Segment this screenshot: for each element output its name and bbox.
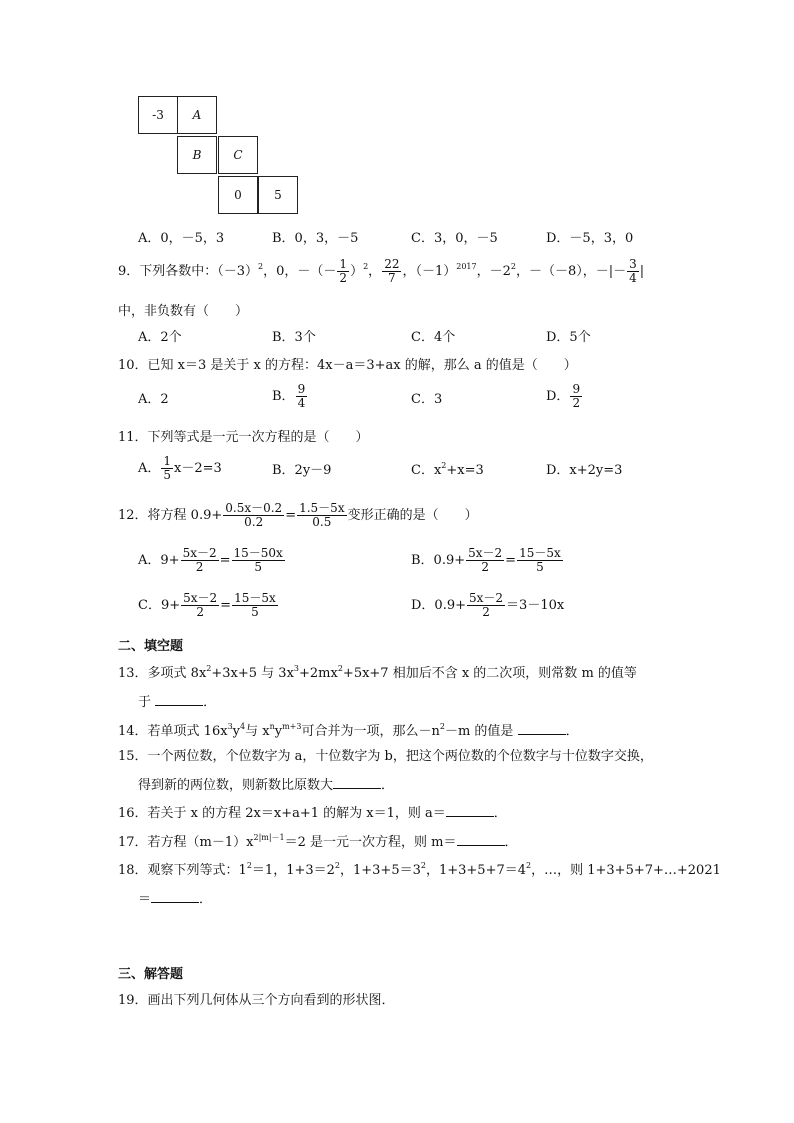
numerator: 1 <box>339 257 348 271</box>
q14-text: y <box>232 724 241 739</box>
numerator: 1 <box>163 454 172 468</box>
q10-option-b <box>272 383 308 410</box>
denominator: 0.2 <box>244 515 264 530</box>
q9-stem-line2: 中，非负数有（ ） <box>118 304 249 319</box>
section-heading-fill-in: 二、填空题 <box>118 639 184 654</box>
numerator: 15－5x <box>234 591 276 605</box>
denominator: 2 <box>196 605 204 620</box>
net-cell-value: -3 <box>152 108 164 122</box>
q9-text: ， <box>368 264 382 280</box>
answer-blank[interactable] <box>457 834 505 846</box>
fraction <box>161 455 173 482</box>
option-text: C．9+ <box>138 598 181 614</box>
q8-option-c: C．3，0，－5 <box>411 231 498 246</box>
denominator: 5 <box>251 605 259 620</box>
fraction <box>570 383 582 410</box>
q12-option-d <box>411 592 564 619</box>
fraction <box>223 502 284 529</box>
equals-sign: = <box>219 553 231 569</box>
fraction <box>382 258 401 285</box>
net-cell <box>218 176 258 214</box>
denominator: 2 <box>572 396 581 411</box>
superscript: 2 <box>363 262 369 272</box>
q12-option-b <box>411 547 564 574</box>
numerator: 5x－2 <box>469 591 504 605</box>
answer-blank[interactable] <box>151 891 199 903</box>
q14-text: 与 x <box>245 724 270 739</box>
answer-blank[interactable] <box>333 777 381 789</box>
superscript: 2|m|－1 <box>253 833 285 842</box>
q13-text: 于 <box>138 695 152 710</box>
net-cell <box>218 136 258 174</box>
q9-text: 9．下列各数中：（－3） <box>118 264 259 280</box>
q18-line2 <box>138 891 212 906</box>
q18-text: ＝ <box>138 892 152 907</box>
net-cell-value: 0 <box>234 188 242 202</box>
option-text: D．0.9+ <box>411 598 466 614</box>
q18-text: 18．观察下列等式：1 <box>118 863 247 878</box>
denominator: 5 <box>254 560 262 575</box>
q10-option-a: A．2 <box>138 392 169 407</box>
q9-option-c: C．4个 <box>411 330 456 345</box>
option-text: +x=3 <box>446 463 484 478</box>
option-text: C．x <box>411 463 442 478</box>
denominator: 5 <box>536 560 544 575</box>
q18-text: ． <box>199 892 213 907</box>
option-text: B．0.9+ <box>411 553 466 569</box>
superscript: 2017 <box>456 262 477 272</box>
denominator: 2 <box>195 560 204 575</box>
q14-text: 14．若单项式 16x <box>118 724 228 739</box>
equals-sign: = <box>220 598 232 614</box>
q15-line2 <box>138 777 394 792</box>
q15-text: 得到新的两位数，则新数比原数大 <box>138 778 334 793</box>
q9-text: | <box>639 264 645 280</box>
q13-text: 13．多项式 8x <box>118 666 207 681</box>
denominator: 4 <box>629 271 637 286</box>
q15-line1: 15．一个两位数，个位数字为 a，十位数字为 b，把这个两位数的个位数字与十位数字交换， <box>118 749 653 764</box>
fraction <box>466 547 504 574</box>
q10-option-c: C．3 <box>411 392 443 407</box>
q9-text: ，（－1） <box>402 264 457 280</box>
numerator: 9 <box>572 382 581 396</box>
option-label: D． <box>546 389 570 405</box>
q12-stem <box>118 502 478 529</box>
numerator: 9 <box>297 382 306 396</box>
option-label: A． <box>138 461 161 477</box>
denominator: 4 <box>297 396 306 411</box>
q18-text: ＝1，1+3＝2 <box>251 863 335 878</box>
denominator: 2 <box>482 605 490 620</box>
fraction <box>232 592 278 619</box>
q18-text: ，…，则 1+3+5+7+…+2021 <box>531 863 721 878</box>
answer-blank[interactable] <box>446 805 494 817</box>
q13-text: ． <box>203 695 217 710</box>
equals-sign: = <box>285 508 297 524</box>
q17 <box>118 834 518 849</box>
section-heading-solutions: 三、解答题 <box>118 967 184 982</box>
q11-option-c: C．$x^2+x=3$ <box>411 461 484 478</box>
q11-option-d: D．x+2y=3 <box>546 463 623 478</box>
q11-option-a <box>138 455 222 482</box>
numerator: 22 <box>384 257 400 271</box>
q13-text: +2mx <box>299 666 338 681</box>
q19: 19．画出下列几何体从三个方向看到的形状图． <box>118 993 395 1008</box>
numerator: 3 <box>629 257 637 271</box>
q9-text: ，－2 <box>476 264 511 280</box>
fraction <box>297 502 347 529</box>
numerator: 15－5x <box>519 546 561 560</box>
fraction <box>627 258 639 285</box>
net-cell-value: B <box>192 148 202 162</box>
numerator: 5x－2 <box>182 546 217 560</box>
answer-blank[interactable] <box>155 694 203 706</box>
numerator: 5x－2 <box>183 591 218 605</box>
option-text: ＝3－10x <box>506 598 565 614</box>
q17-text: 17．若方程（m－1）x <box>118 835 254 850</box>
denominator: 5 <box>163 468 172 483</box>
numerator: 5x－2 <box>468 546 503 560</box>
q9-stem <box>118 258 644 285</box>
net-cell <box>138 96 178 134</box>
denominator: 7 <box>388 271 396 286</box>
q17-text: ＝2 是一元一次方程，则 m＝ <box>284 835 457 850</box>
net-cell-value: A <box>192 108 202 122</box>
q12-text: 变形正确的是（ ） <box>347 508 478 524</box>
net-cell <box>258 176 298 214</box>
fraction <box>232 547 285 574</box>
q9-option-a: A．2个 <box>138 330 182 345</box>
q8-option-a: A．0，－5，3 <box>138 231 225 246</box>
q14-text: 可合并为一项，那么－n <box>301 724 440 739</box>
q14-text: ． <box>565 724 579 739</box>
q9-text: ） <box>350 264 364 280</box>
q11-stem: 11．下列等式是一元一次方程的是（ ） <box>118 430 369 445</box>
superscript: 2 <box>510 262 516 272</box>
denominator: 0.5 <box>312 515 332 530</box>
q17-text: ． <box>504 835 518 850</box>
q12-option-a <box>138 547 286 574</box>
q18-line1: 18．观察下列等式：$1^2=1$，$1+3=2^2$，$1+3+5=3^2$，$1+3+5+7=4^2$，…，则 1+3+5+7+…+2021 <box>118 861 721 878</box>
q13-text: +3x+5 与 3x <box>211 666 294 681</box>
q15-text: ． <box>381 778 395 793</box>
option-label: B． <box>272 389 295 405</box>
q14-text: －m 的值是 <box>444 724 514 739</box>
denominator: 2 <box>339 271 348 286</box>
q9-option-b: B．3个 <box>272 330 316 345</box>
q9-text: ，－（－8），－|－ <box>515 264 627 280</box>
net-cell <box>177 96 217 134</box>
answer-blank[interactable] <box>518 723 566 735</box>
q12-text: 12．将方程 0.9+ <box>118 508 223 524</box>
fraction <box>181 592 219 619</box>
q8-option-b: B．0，3，－5 <box>272 231 359 246</box>
q18-text: ，1+3+5+7＝4 <box>425 863 527 878</box>
option-text: x－2=3 <box>174 461 222 477</box>
q18-text: ，1+3+5＝3 <box>340 863 421 878</box>
q9-text: ，0，－（－ <box>263 264 337 280</box>
equals-sign: = <box>505 553 517 569</box>
numerator: 1.5－5x <box>299 501 345 515</box>
q9-option-d: D．5个 <box>546 330 591 345</box>
q13-line2 <box>138 694 216 709</box>
q13-text: +5x+7 相加后不含 x 的二次项，则常数 m 的值等 <box>342 666 637 681</box>
fraction <box>467 592 505 619</box>
q14: 14．若单项式 $16x^3y^4$与 $x^ny^{m+3}$可合并为一项，那么$-n^2-m$ 的值是 ． <box>118 722 579 739</box>
denominator: 2 <box>481 560 489 575</box>
fraction <box>517 547 563 574</box>
net-cell-value: 5 <box>274 188 282 202</box>
superscript: 2 <box>258 262 264 272</box>
q12-option-c <box>138 592 279 619</box>
q13-line1: 13．多项式 $8x^2+3x+5$ 与 $3x^3+2mx^2+5x+7$ 相加后不含 x 的二次项，则常数 m 的值等 <box>118 664 637 681</box>
net-cell-value: C <box>233 148 243 162</box>
numerator: 15－50x <box>233 546 283 560</box>
q11-option-b: B．2y－9 <box>272 463 332 478</box>
numerator: 0.5x－0.2 <box>225 501 283 515</box>
option-text: A．9+ <box>138 553 180 569</box>
fraction <box>296 383 308 410</box>
fraction <box>181 547 219 574</box>
q16-text: ． <box>493 806 507 821</box>
q10-stem: 10．已知 x＝3 是关于 x 的方程：4x－a＝3+ax 的解，那么 a 的值是（ ） <box>118 358 577 373</box>
fraction <box>337 258 349 285</box>
q16-text: 16．若关于 x 的方程 2x＝x+a+1 的解为 x＝1，则 a＝ <box>118 806 446 821</box>
q10-option-d <box>546 383 583 410</box>
q14-text: y <box>274 724 283 739</box>
q8-option-d: D．－5，3，0 <box>546 231 634 246</box>
net-cell <box>177 136 217 174</box>
q16 <box>118 805 507 820</box>
